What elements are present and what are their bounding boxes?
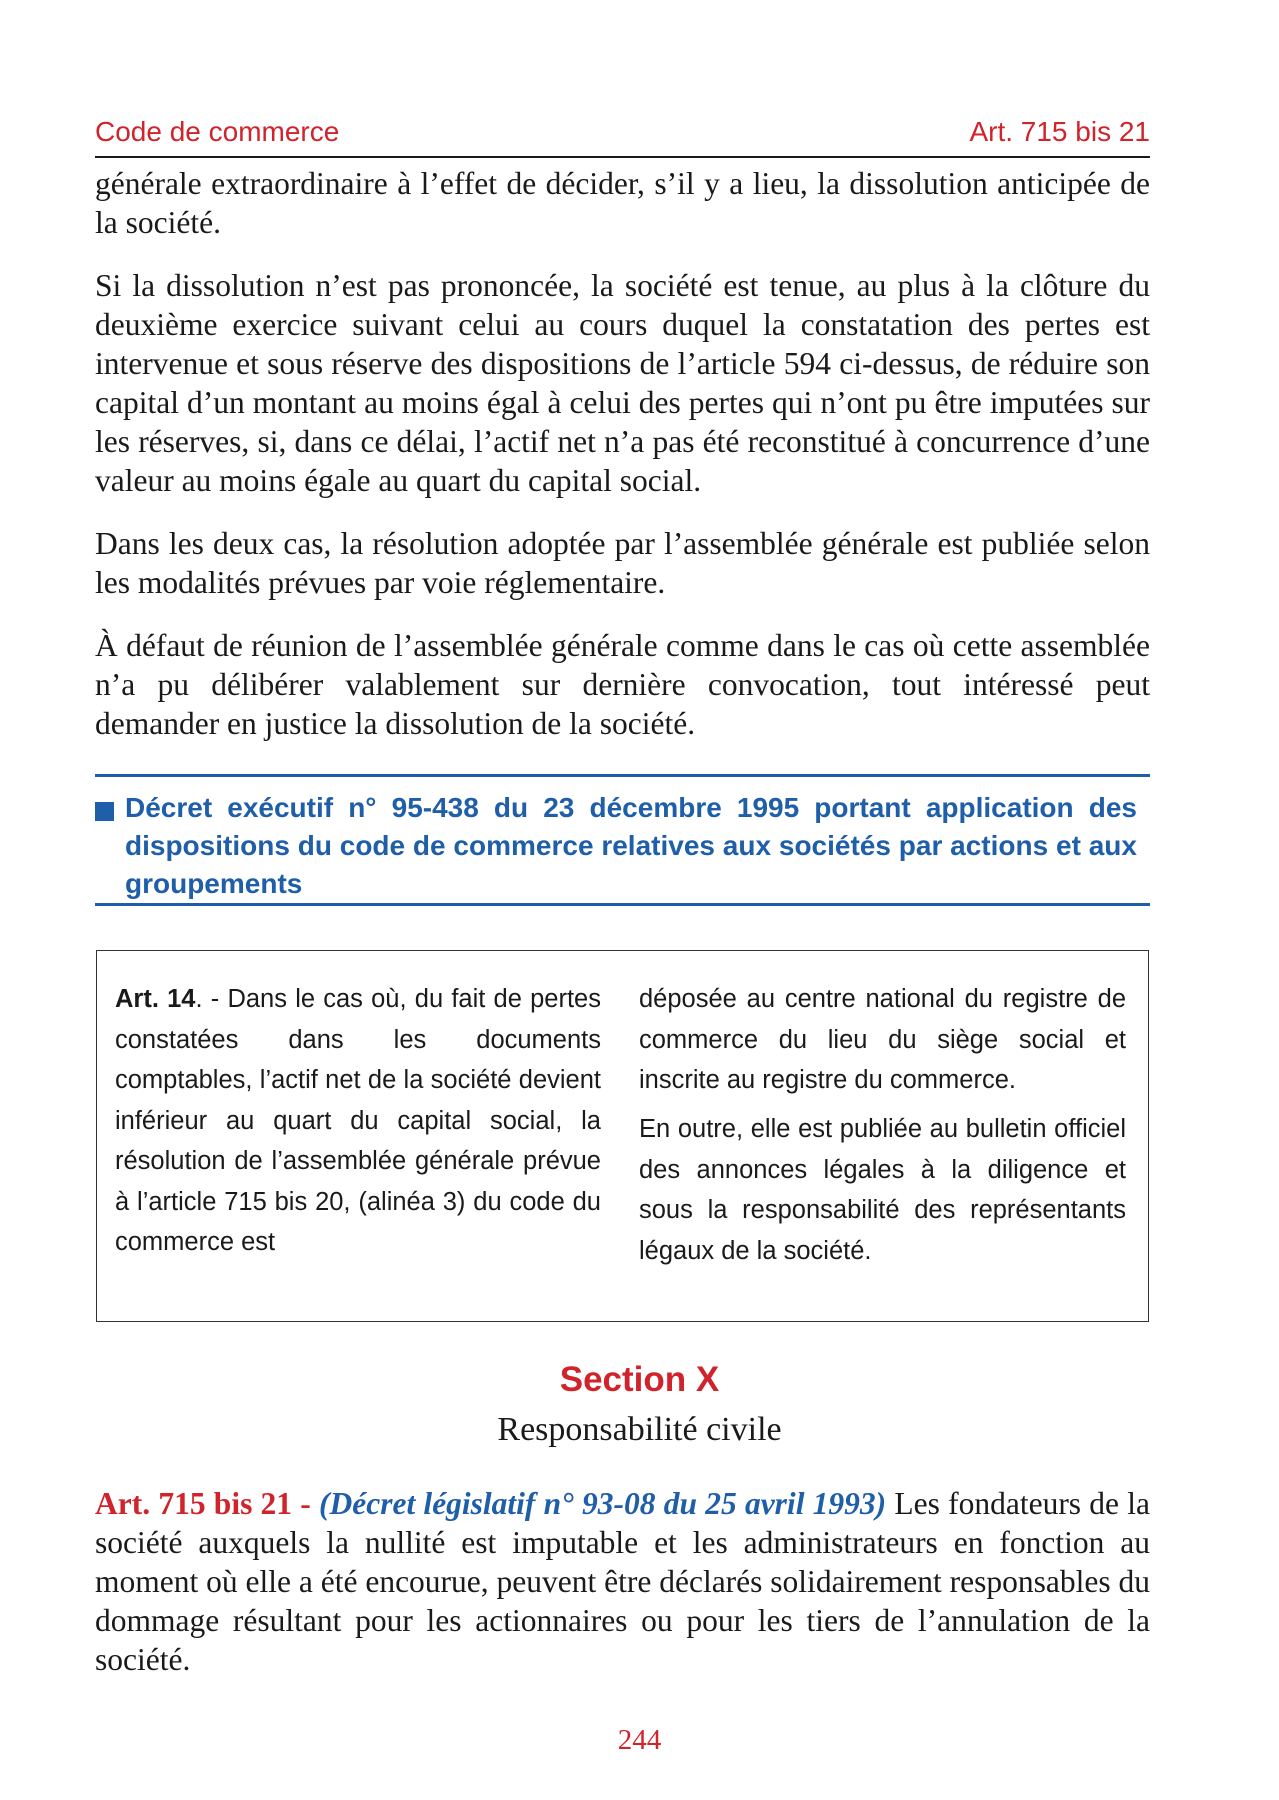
article-box-left-column xyxy=(115,979,601,1263)
header-article-ref: Art. 715 bis 21 xyxy=(969,116,1150,147)
article-box-right-paragraph-1: déposée au centre national du registre de commerce du lieu du siège social et inscrite au registre du commerce. xyxy=(639,985,1126,1094)
section-title: Section X xyxy=(559,1360,720,1399)
decree-heading-box xyxy=(95,774,1150,906)
decree-article-box xyxy=(96,950,1149,1322)
article-box-left-text: . - Dans le cas où, du fait de pertes constatées dans les documents comptables, l’actif net de la société devient inférieur au quart du capital social, la résolution de l’assemblée générale prévue à l’article 715 bis 20, (alinéa 3) du code du commerce est xyxy=(115,985,601,1256)
article-main-label: Art. 715 bis 21 xyxy=(95,1486,293,1521)
decree-title: Décret exécutif n° 95-438 du 23 décembre 1995 portant application des dispositions du code de commerce relatives aux sociétés par actions et aux groupements xyxy=(125,792,1137,899)
article-main-text: Les fondateurs de la société auxquels la nullité est imputable et les administrateurs en fonction au moment où elle a été encourue, peuvent être déclarés solidairement responsables du dommage résultant pour les actionnaires ou pour les tiers de l’annulation de la société. xyxy=(95,1486,1150,1677)
header-book-title: Code de commerce xyxy=(95,116,340,147)
article-main-paragraph xyxy=(95,1484,1150,1679)
article-main-reference: (Décret législatif n° 93-08 du 25 avril 1993) xyxy=(319,1486,887,1521)
paragraph-continuation: générale extraordinaire à l’effet de décider, s’il y a lieu, la dissolution anticipée de la société. xyxy=(95,166,1150,240)
square-bullet-icon xyxy=(95,802,114,821)
article-main-separator: - xyxy=(292,1486,320,1521)
section-subtitle: Responsabilité civile xyxy=(497,1411,782,1448)
paragraph-dissolution: Si la dissolution n’est pas prononcée, la société est tenue, au plus à la clôture du deuxième exercice suivant celui au cours duquel la constatation des pertes est intervenue et sous réserve des dispositions de l’article 594 ci-dessus, de réduire son capital d’un montant au moins égal à celui des pertes qui n’ont pu être imputées sur les réserves, si, dans ce délai, l’actif net n’a pas été reconstitué à concurrence d’une valeur au moins égale au quart du capital social. xyxy=(95,268,1150,498)
paragraph-default-meeting: À défaut de réunion de l’assemblée générale comme dans le cas où cette assemblée n’a pu délibérer valablement sur dernière convocation, tout intéressé peut demander en justice la dissolution de la société. xyxy=(95,628,1150,741)
page-number: 244 xyxy=(617,1724,662,1756)
running-header xyxy=(95,112,1150,158)
article-box-label: Art. 14 xyxy=(115,985,196,1013)
paragraph-two-cases: Dans les deux cas, la résolution adoptée par l’assemblée générale est publiée selon les modalités prévues par voie réglementaire. xyxy=(95,526,1150,600)
article-box-right-paragraph-2: En outre, elle est publiée au bulletin officiel des annonces légales à la diligence et sous la responsabilité des représentants légaux de la société. xyxy=(639,1115,1126,1265)
